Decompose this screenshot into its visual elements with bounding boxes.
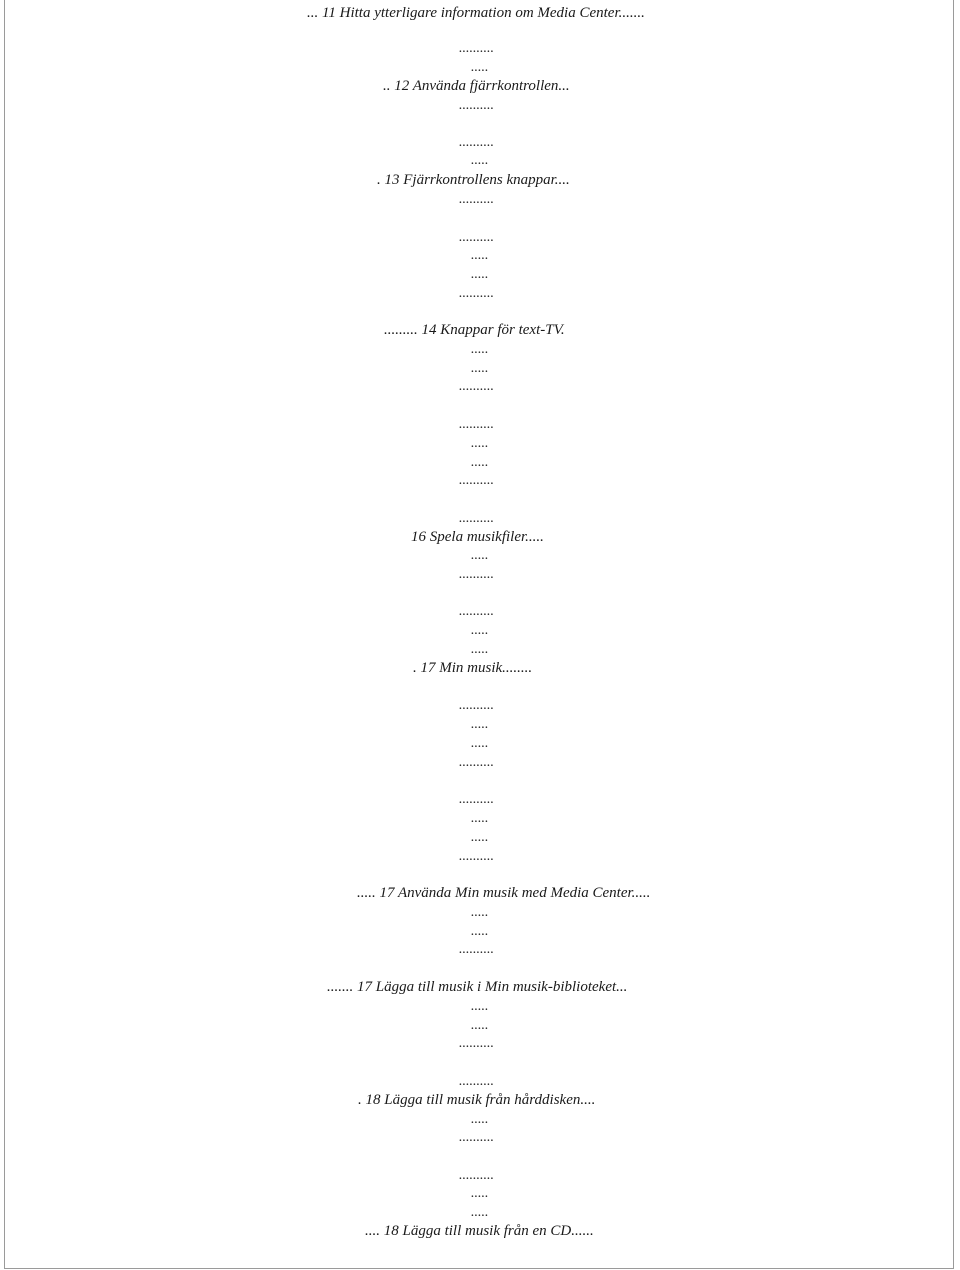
toc-dot-leader: ..... <box>471 623 489 638</box>
toc-dot-leader: ..... <box>471 436 489 451</box>
toc-dot-leader: .......... <box>459 41 494 56</box>
toc-dot-leader: .......... <box>459 604 494 619</box>
toc-dot-leader: .......... <box>459 792 494 807</box>
toc-dot-leader: ..... <box>471 905 489 920</box>
toc-entry-lagga-till-musik-bibliotek[interactable]: ....... 17 Lägga till musik i Min musik-biblioteket... <box>327 979 628 995</box>
toc-entry-spela-musikfiler[interactable]: 16 Spela musikfiler..... <box>411 529 544 545</box>
toc-dot-leader: .......... <box>459 1130 494 1145</box>
toc-dot-leader: ..... <box>471 1112 489 1127</box>
toc-dot-leader: .......... <box>459 1074 494 1089</box>
toc-dot-leader: ..... <box>471 153 489 168</box>
toc-dot-leader: ..... <box>471 60 489 75</box>
toc-dot-leader: .......... <box>459 417 494 432</box>
toc-dot-leader: ..... <box>471 548 489 563</box>
toc-dot-leader: ..... <box>471 455 489 470</box>
toc-dot-leader: ..... <box>471 248 489 263</box>
toc-dot-leader: .......... <box>459 755 494 770</box>
toc-dot-leader: .......... <box>459 1168 494 1183</box>
toc-dot-leader: ..... <box>471 717 489 732</box>
toc-dot-leader: .......... <box>459 698 494 713</box>
toc-entry-lagga-till-musik-harddisk[interactable]: . 18 Lägga till musik från hårddisken.... <box>358 1092 596 1108</box>
toc-entry-lagga-till-musik-cd[interactable]: .... 18 Lägga till musik från en CD...... <box>365 1223 594 1239</box>
toc-dot-leader: ..... <box>471 1205 489 1220</box>
toc-entry-min-musik[interactable]: . 17 Min musik........ <box>413 660 533 676</box>
toc-dot-leader: ..... <box>471 342 489 357</box>
toc-entry-fjarrkontrollens-knappar[interactable]: . 13 Fjärrkontrollens knappar.... <box>377 172 570 188</box>
toc-dot-leader: ..... <box>471 830 489 845</box>
toc-dot-leader: .......... <box>459 473 494 488</box>
toc-entry-knappar-for-text-tv[interactable]: ......... 14 Knappar för text-TV. <box>384 322 565 338</box>
toc-dot-leader: ..... <box>471 811 489 826</box>
toc-dot-leader: ..... <box>471 361 489 376</box>
toc-dot-leader: .......... <box>459 98 494 113</box>
toc-dot-leader: ..... <box>471 924 489 939</box>
toc-dot-leader: .......... <box>459 379 494 394</box>
toc-dot-leader: .......... <box>459 192 494 207</box>
toc-dot-leader: ..... <box>471 999 489 1014</box>
toc-entry-hitta-ytterligare-information[interactable]: ... 11 Hitta ytterligare information om Media Center....... <box>307 5 645 21</box>
toc-dot-leader: ..... <box>471 267 489 282</box>
toc-dot-leader: .......... <box>459 942 494 957</box>
toc-dot-leader: .......... <box>459 1036 494 1051</box>
toc-entry-anvanda-fjarrkontrollen[interactable]: .. 12 Använda fjärrkontrollen... <box>383 78 570 94</box>
toc-dot-leader: .......... <box>459 567 494 582</box>
toc-entry-anvanda-min-musik[interactable]: ..... 17 Använda Min musik med Media Center..... <box>357 885 651 901</box>
toc-dot-leader: .......... <box>459 286 494 301</box>
toc-dot-leader: .......... <box>459 849 494 864</box>
toc-dot-leader: ..... <box>471 642 489 657</box>
toc-dot-leader: ..... <box>471 1018 489 1033</box>
toc-dot-leader: .......... <box>459 230 494 245</box>
toc-dot-leader: .......... <box>459 135 494 150</box>
toc-dot-leader: ..... <box>471 736 489 751</box>
toc-dot-leader: .......... <box>459 511 494 526</box>
toc-dot-leader: ..... <box>471 1186 489 1201</box>
